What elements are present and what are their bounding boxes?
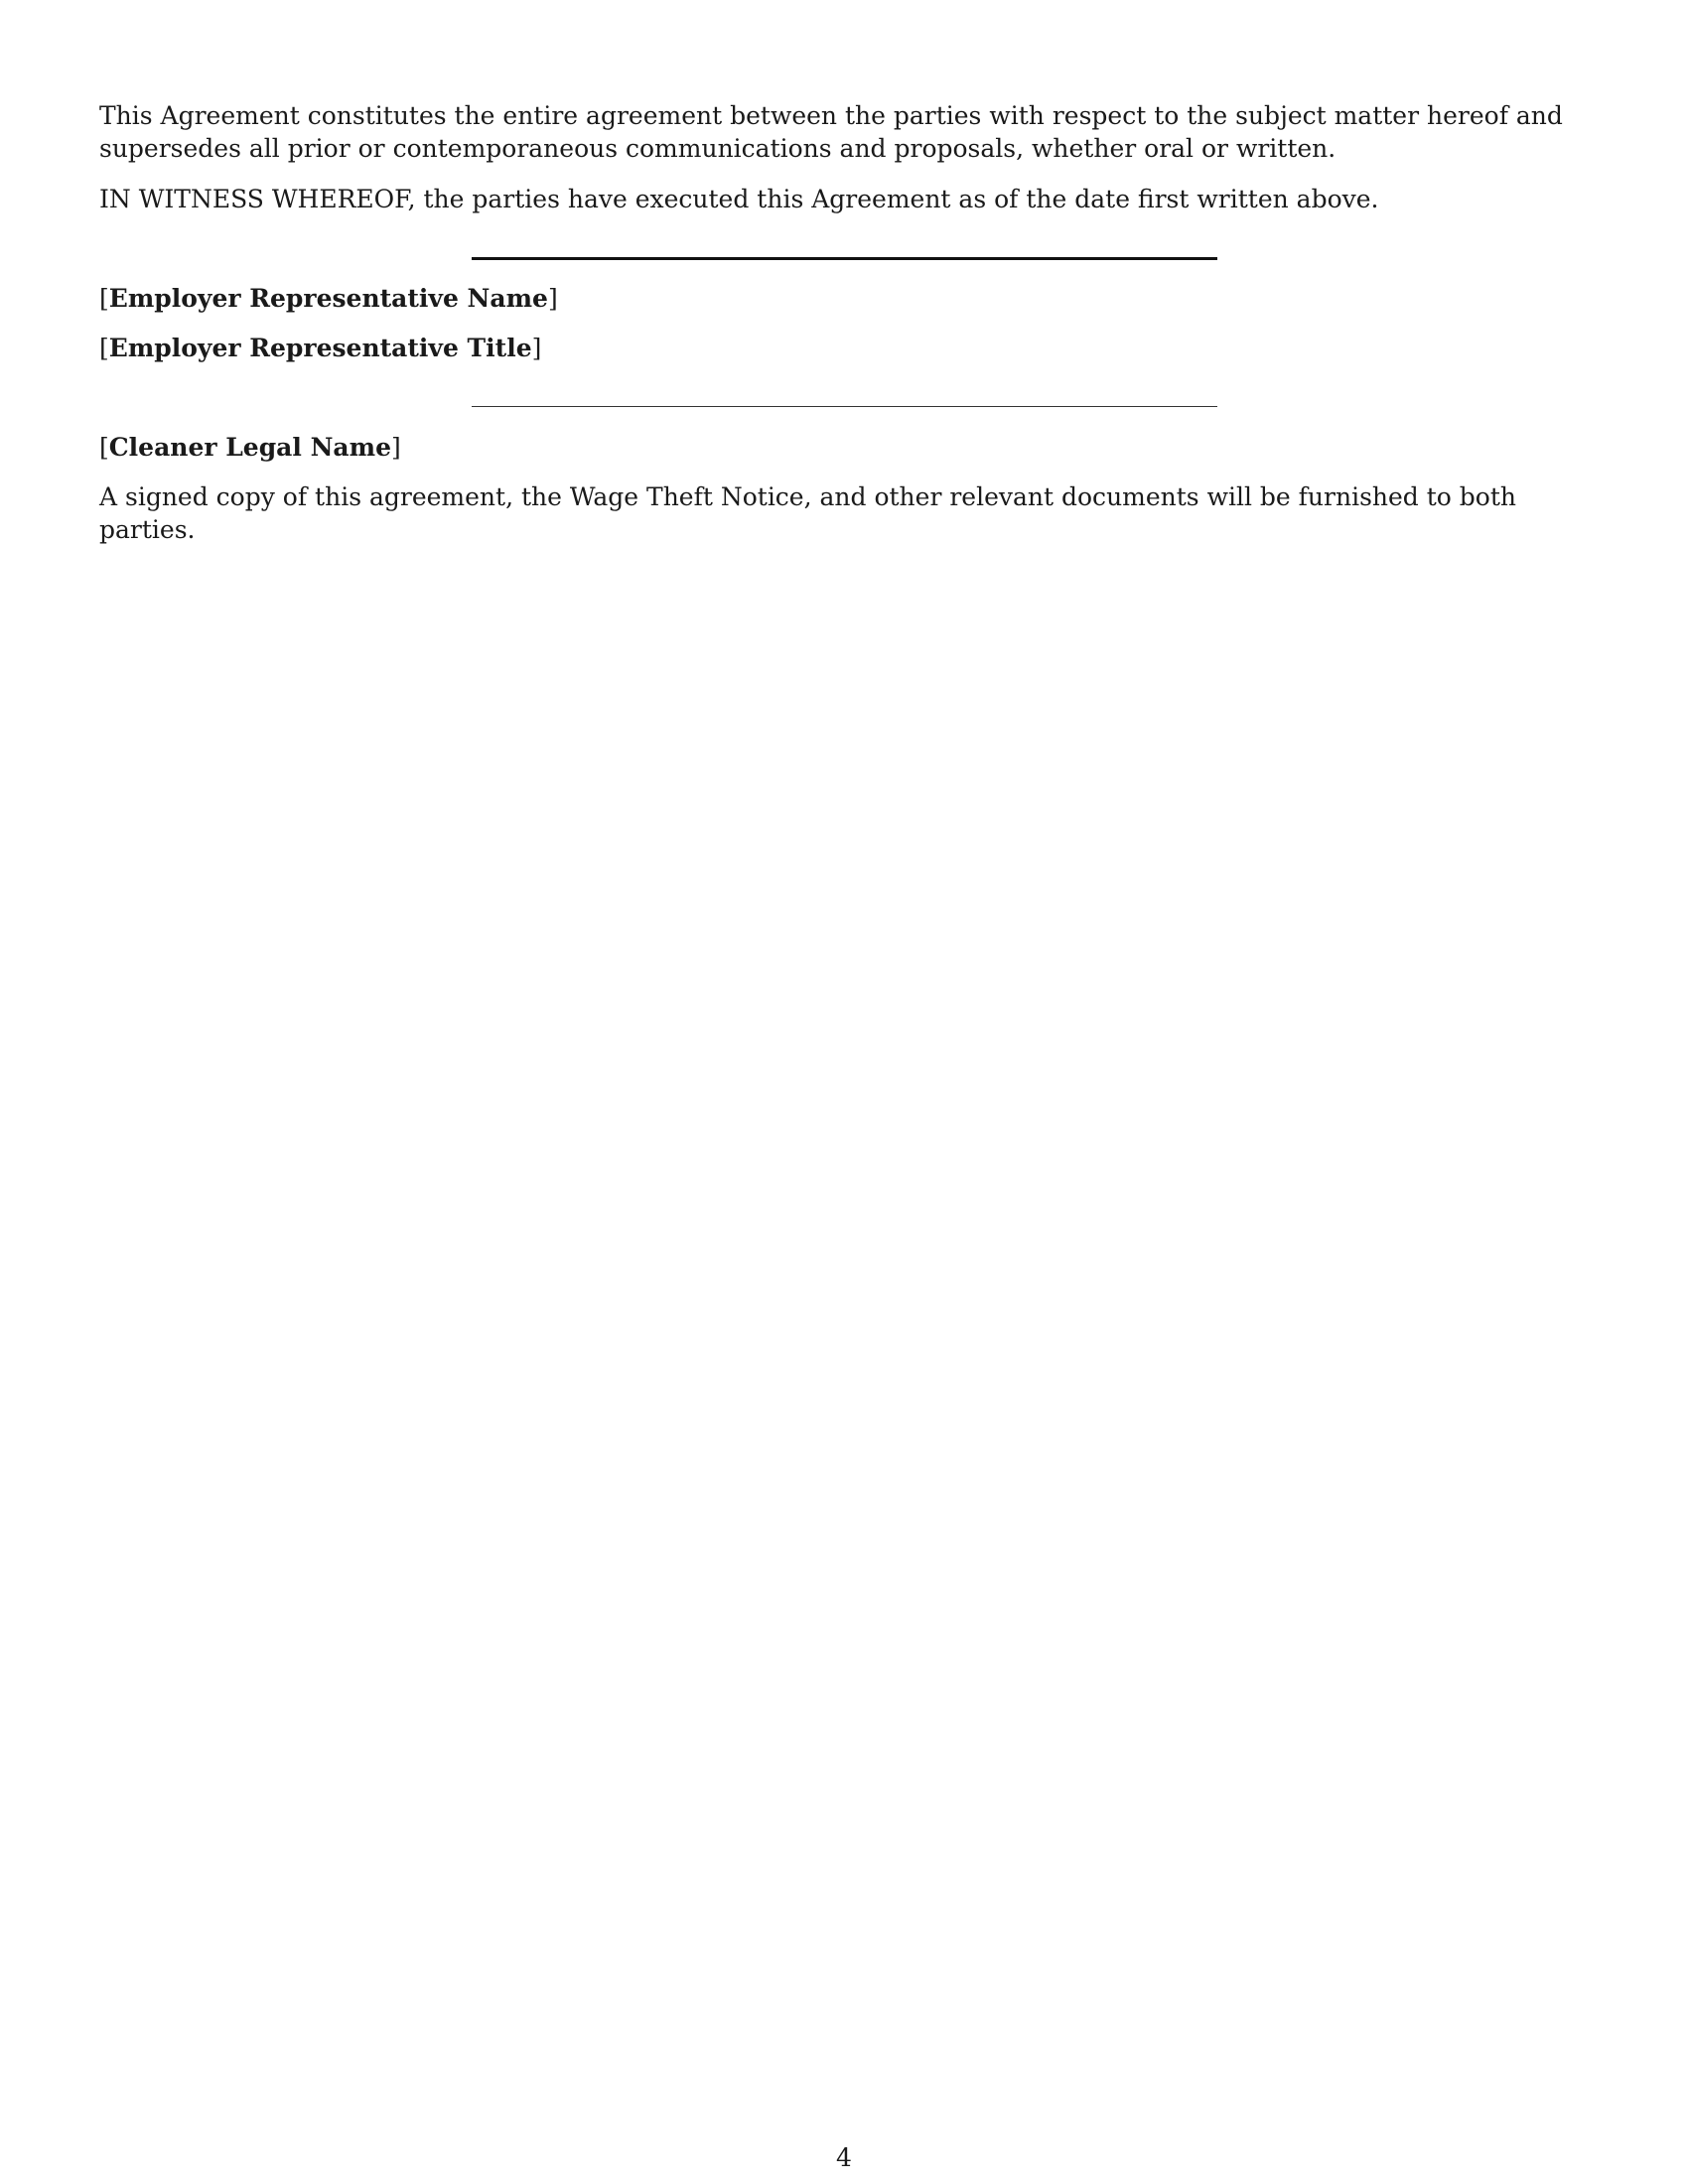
- signed-copy-paragraph: A signed copy of this agreement, the Wage Theft Notice, and other relevant documents will be furnished to both parties.: [99, 482, 1516, 544]
- bracket-open: [: [99, 433, 109, 462]
- employer-signature-line: [472, 257, 1217, 260]
- cleaner-legal-name-label: [99, 431, 401, 464]
- bracket-open: [: [99, 284, 109, 313]
- employer-representative-name-label: [99, 282, 558, 315]
- in-witness-paragraph: IN WITNESS WHEREOF, the parties have executed this Agreement as of the date first written above.: [99, 185, 1379, 213]
- bracket-close: ]: [531, 334, 542, 362]
- entire-agreement-paragraph: This Agreement constitutes the entire agreement between the parties with respect to the subject matter hereof and supersedes all prior or contemporaneous communications and proposals, whether oral or written.: [99, 101, 1563, 163]
- employer-representative-name-text: Employer Representative Name: [108, 284, 548, 313]
- bracket-close: ]: [547, 284, 558, 313]
- employer-representative-title-label: [99, 332, 541, 364]
- employer-representative-title-text: Employer Representative Title: [108, 334, 532, 362]
- cleaner-legal-name-text: Cleaner Legal Name: [108, 433, 391, 462]
- bracket-open: [: [99, 334, 109, 362]
- bracket-close: ]: [391, 433, 401, 462]
- page-number: 4: [836, 2143, 852, 2172]
- cleaner-signature-line: [472, 406, 1217, 407]
